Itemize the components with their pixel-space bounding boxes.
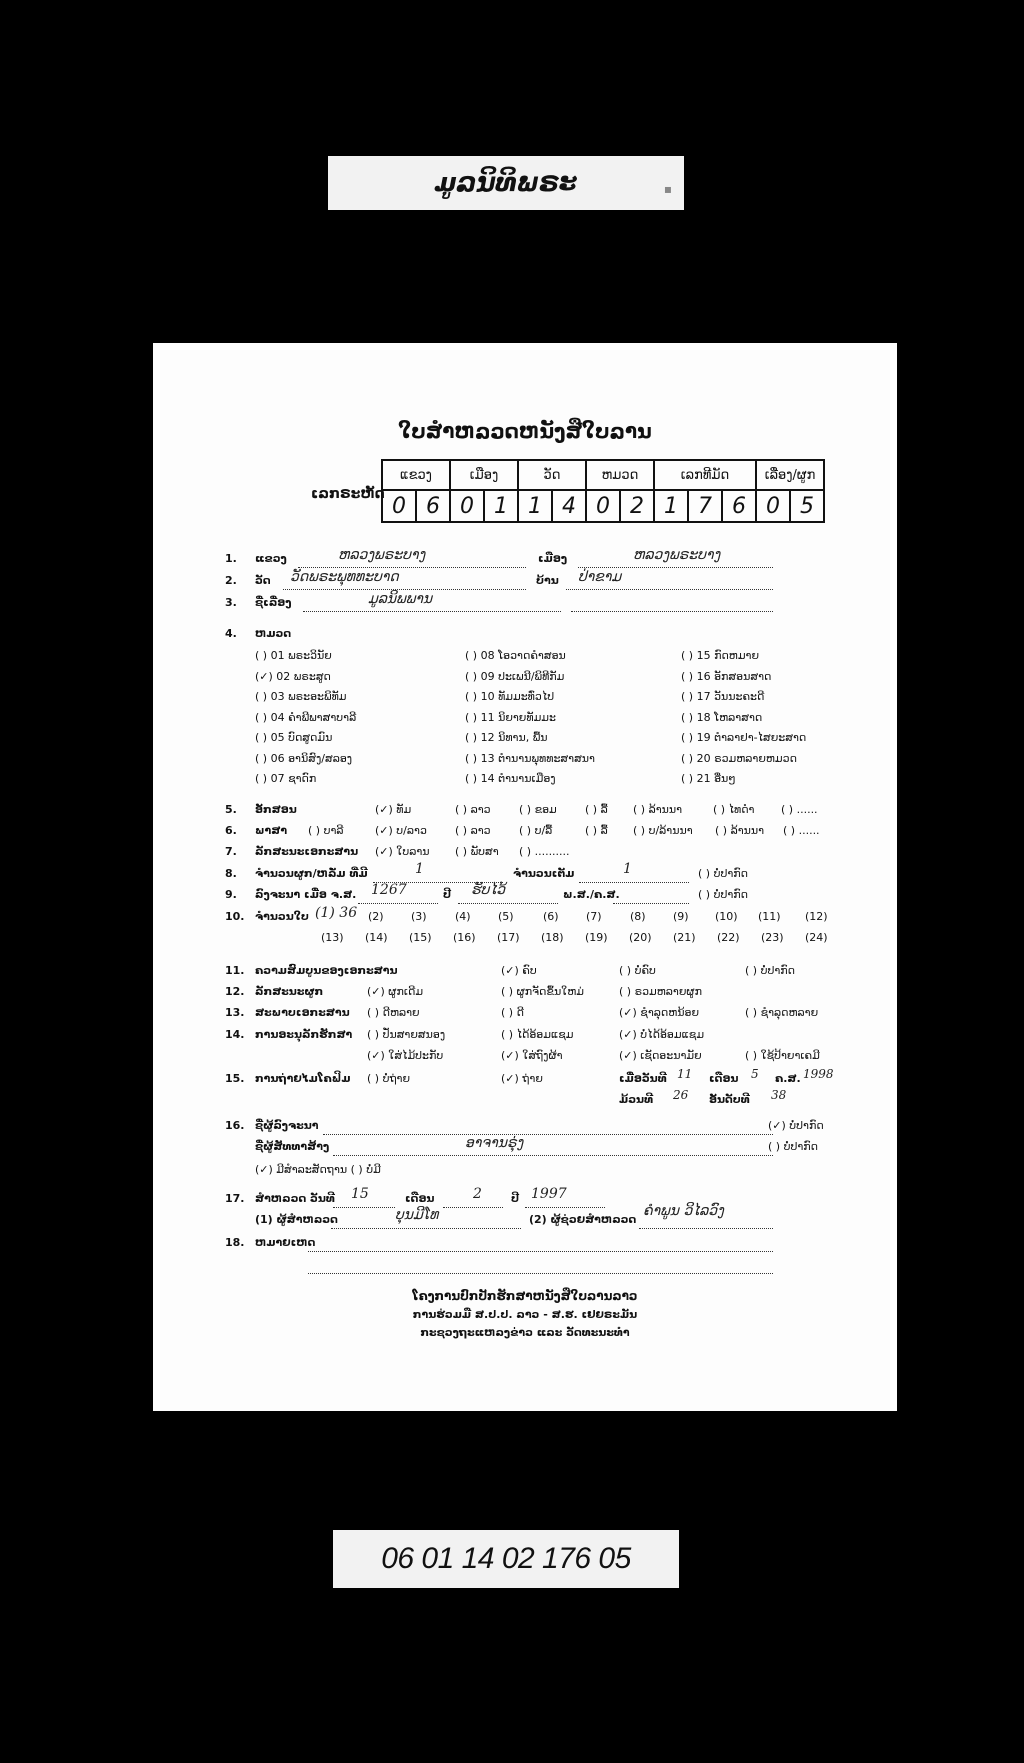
field-number: 17. (225, 1192, 245, 1205)
language-option[interactable]: ( ) ລື້ (585, 824, 608, 837)
field-number: 15. (225, 1072, 245, 1085)
condition-option[interactable]: (✓) ຊຳລຸດຫນ້ອຍ (619, 1006, 700, 1019)
leaf-count-cell: (4) (455, 910, 471, 923)
code-header-cell: ເມືອງ (450, 460, 518, 490)
script-option[interactable]: ( ) ລາວ (455, 803, 491, 816)
category-option[interactable]: ( ) 05 ບົດສູດມົນ (255, 731, 333, 744)
surveyor-label: (1) ຜູ້ສຳຫລວດ (255, 1213, 338, 1226)
code-digit: 6 (722, 490, 756, 522)
language-option[interactable]: ( ) ລ້ານນາ (715, 824, 765, 837)
title-value: ມູລນິພພານ (368, 591, 433, 607)
leaf-count-cell: (9) (673, 910, 689, 923)
village-label: ບ້ານ (536, 574, 559, 587)
preservation-option[interactable]: ( ) ໄດ້ອ້ອມແຊມ (501, 1028, 574, 1041)
category-option[interactable]: ( ) 17 ວັນນະຄະດີ (681, 690, 765, 703)
microfilm-year: 1998 (803, 1067, 834, 1081)
script-option[interactable]: ( ) ຂອມ (519, 803, 557, 816)
dotted-line (303, 611, 561, 612)
microfilm-bottom-label (333, 1530, 679, 1588)
microfilm-top-label (328, 156, 684, 210)
dotted-line (571, 611, 773, 612)
preservation-option[interactable]: ( ) ປັ່ນສາຍສນອງ (367, 1028, 446, 1041)
leaf-count-cell: (13) (321, 931, 344, 944)
fascicle-count-value: 1 (415, 861, 424, 877)
dotted-line (333, 1207, 395, 1208)
title-label: ຊື່ເລື່ອງ (255, 596, 292, 609)
field-number: 18. (225, 1236, 245, 1249)
category-option[interactable]: ( ) 03 ພຣະອະພິທັມ (255, 690, 347, 703)
code-header-cell: ເລກທີມັດ (654, 460, 756, 490)
leaf-count-cell: (21) (673, 931, 696, 944)
survey-month: 2 (473, 1186, 482, 1202)
field-number: 9. (225, 888, 237, 901)
field-number: 1. (225, 552, 237, 565)
code-digit: 7 (688, 490, 722, 522)
fascicle-count-label: ຈຳນວນຜູກ/ຫລັ່ມ ທີ່ມີ (255, 867, 368, 880)
survey-month-label: ເດືອນ (405, 1192, 435, 1205)
code-digit: 1 (518, 490, 552, 522)
dotted-line (579, 882, 689, 883)
fascicle-unknown-option[interactable]: ( ) ບໍ່ປາກົດ (698, 867, 748, 880)
leaf-count-cell: (7) (586, 910, 602, 923)
footer-line: ກະຊວງຖະແຫລງຂ່າວ ແລະ ວັດທະນະທຳ (420, 1326, 630, 1339)
language-option[interactable]: ( ) ລາວ (455, 824, 491, 837)
code-label: ເລກຣະຫັດ (311, 486, 385, 502)
dotted-line (443, 1207, 503, 1208)
dotted-line (639, 1228, 773, 1229)
inscribed-year-name-value: ຮັບໄວ້ (471, 882, 506, 898)
category-option[interactable]: (✓) 02 ພຣະສູດ (255, 670, 331, 683)
category-option[interactable]: ( ) 06 ອານິສົງ/ສລອງ (255, 752, 353, 765)
category-option[interactable]: ( ) 19 ຕຳລາຢາ-ໄສຍະສາດ (681, 731, 807, 744)
dotted-line (333, 1155, 773, 1156)
leaf-count-label: ຈຳນວນໃບ (255, 910, 309, 923)
bottom-label-code: 06 01 14 02 176 05 (381, 1542, 631, 1575)
condition-option[interactable]: ( ) ຊຳລຸດຫລາຍ (745, 1006, 819, 1019)
completeness-label: ຄວາມສົມບູນຂອງເອກະສານ (255, 964, 398, 977)
be-ce-label: ພ.ສ./ຄ.ສ. (563, 888, 620, 901)
temple-label: ວັດ (255, 574, 271, 587)
leaf-count-cell: (12) (805, 910, 828, 923)
leaf-count-cell: (3) (411, 910, 427, 923)
microfilm-option[interactable]: (✓) ຖ່າຍ (501, 1072, 543, 1085)
footer-line: ໂຄງການປົກປັກຮັກສາຫນັງສືໃບລານລາວ (412, 1289, 638, 1303)
code-digit: 2 (620, 490, 654, 522)
material-option[interactable]: (✓) ໃບລານ (375, 845, 430, 858)
date-unknown-option[interactable]: ( ) ບໍ່ປາກົດ (698, 888, 748, 901)
code-digit: 4 (552, 490, 586, 522)
category-option[interactable]: ( ) 18 ໂຫລາສາດ (681, 711, 763, 724)
code-header-row (382, 460, 824, 490)
reel-label: ມ້ວນທີ (619, 1093, 654, 1106)
category-option[interactable]: ( ) 08 ໂອວາດຄຳສອນ (465, 649, 566, 662)
field-number: 16. (225, 1119, 245, 1132)
field-number: 12. (225, 985, 245, 998)
language-option[interactable]: ( ) ບ/ລື້ (519, 824, 553, 837)
completeness-option[interactable]: ( ) ບໍ່ປາກົດ (745, 964, 795, 977)
preservation-label: ການອະນຸລັກຮັກສາ (255, 1028, 353, 1041)
form-title: ໃບສຳຫລວດຫນັງສືໃບລານ (398, 419, 652, 443)
microfilm-date-label: ເມື່ອວັນທີ (619, 1072, 667, 1085)
leaf-count-cell: (8) (630, 910, 646, 923)
scan-mark: ▪︎ (663, 182, 672, 196)
code-digit: 1 (654, 490, 688, 522)
preservation-option[interactable]: (✓) ໃສ່ໄມ້ປະກັບ (367, 1049, 444, 1062)
dotted-line (525, 1207, 605, 1208)
dotted-line (298, 567, 526, 568)
dotted-line (323, 1134, 773, 1135)
code-table (381, 459, 825, 523)
dotted-line (358, 903, 438, 904)
sponsor-unknown-option[interactable]: ( ) ບໍ່ປາກົດ (768, 1140, 818, 1153)
scribe-unknown-option[interactable]: (✓) ບໍ່ປາກົດ (768, 1119, 824, 1132)
dotted-line (566, 589, 773, 590)
material-option[interactable]: ( ) .......... (519, 845, 570, 858)
dotted-line (308, 1273, 773, 1274)
condition-label: ສະພາບເອກະສານ (255, 1006, 350, 1019)
survey-date-label: ສຳຫລວດ ວັນທີ (255, 1192, 335, 1205)
code-digit-row (382, 490, 824, 522)
category-option[interactable]: ( ) 11 ນິຍາຍທັມມະ (465, 711, 556, 724)
field-number: 10. (225, 910, 245, 923)
field-number: 7. (225, 845, 237, 858)
leaf-count-cell: (5) (498, 910, 514, 923)
code-header-cell: ເລື່ອງ/ຜູກ (756, 460, 824, 490)
sequence-label: ອັນດັບທີ (709, 1093, 750, 1106)
microfilm-day: 11 (677, 1067, 693, 1081)
script-option[interactable]: (✓) ທັມ (375, 803, 412, 816)
leaf-count-cell: (6) (543, 910, 559, 923)
microfilm-month: 5 (751, 1067, 759, 1081)
leaf-count-cell: (23) (761, 931, 784, 944)
full-count-value: 1 (623, 861, 632, 877)
code-header-cell: ວັດ (518, 460, 586, 490)
category-option[interactable]: ( ) 15 ກົດຫມາຍ (681, 649, 760, 662)
footer-line: ການຮ່ວມມື ສ.ປ.ປ. ລາວ - ສ.ຮ. ເຢຍຣະມັນ (412, 1308, 638, 1321)
leaf-count-cell: (19) (585, 931, 608, 944)
field-number: 11. (225, 964, 245, 977)
field-number: 8. (225, 867, 237, 880)
sponsor-label: ຊື່ຜູ້ສັທທາສ້າງ (255, 1140, 330, 1153)
dotted-line (308, 1251, 773, 1252)
category-option[interactable]: ( ) 09 ປະເພນີ/ພິທີກັມ (465, 670, 565, 683)
temple-value: ວັດພຣະພຸທທະບາດ (290, 569, 399, 585)
district-label: ເມືອງ (538, 552, 568, 565)
field-number: 4. (225, 627, 237, 640)
category-option[interactable]: ( ) 10 ທັມມະທົ່ວໄປ (465, 690, 555, 703)
reel-value: 26 (673, 1088, 689, 1102)
full-count-label: ຈຳນວນເຕັມ (513, 867, 575, 880)
preservation-option[interactable]: (✓) ບໍ່ໄດ້ອ້ອມແຊມ (619, 1028, 705, 1041)
district-value: ຫລວງພຣະບາງ (633, 547, 721, 563)
scribe-label: ຊື່ຜູ້ລົງຈະນາ (255, 1119, 319, 1132)
category-option[interactable]: ( ) 14 ຕຳນານເມືອງ (465, 772, 556, 785)
category-option[interactable]: ( ) 21 ອື່ນໆ (681, 772, 736, 785)
leaf-count-first: (1) 36 (315, 905, 358, 921)
preservation-option[interactable]: (✓) ເຊັດອະນາມັຍ (619, 1049, 702, 1062)
surveyor-value: ບຸນມີໂທ (395, 1207, 439, 1223)
leaf-count-cell: (18) (541, 931, 564, 944)
category-option[interactable]: ( ) 04 ຄຳພີພາສາບາລີ (255, 711, 357, 724)
dotted-line (283, 589, 526, 590)
province-value: ຫລວງພຣະບາງ (338, 547, 426, 563)
script-option[interactable]: ( ) ລື້ (585, 803, 608, 816)
script-option[interactable]: ( ) ...... (781, 803, 818, 816)
category-option[interactable]: ( ) 07 ຊາດົກ (255, 772, 317, 785)
language-option[interactable]: ( ) ບາລີ (308, 824, 344, 837)
leaf-count-cell: (17) (497, 931, 520, 944)
inscribed-year-value: 1267 (371, 882, 407, 898)
dotted-line (331, 1228, 521, 1229)
sequence-value: 38 (771, 1088, 787, 1102)
code-digit: 0 (756, 490, 790, 522)
leaf-count-cell: (10) (715, 910, 738, 923)
code-digit: 0 (382, 490, 416, 522)
code-digit: 5 (790, 490, 824, 522)
survey-year: 1997 (531, 1186, 567, 1202)
material-label: ລັກສະນະເອກະສານ (255, 845, 359, 858)
preservation-option[interactable]: (✓) ໃສ່ຖົງຜ້າ (501, 1049, 563, 1062)
code-digit: 6 (416, 490, 450, 522)
microfilm-option[interactable]: ( ) ບໍ່ຖ່າຍ (367, 1072, 411, 1085)
category-label: ຫມວດ (255, 627, 292, 640)
remarks-label: ຫມາຍເຫດ (255, 1236, 316, 1249)
completeness-option[interactable]: (✓) ຄົບ (501, 964, 537, 977)
field-number: 6. (225, 824, 237, 837)
inscribed-date-label: ລົງຈະນາ ເມື່ອ ຈ.ສ. (255, 888, 357, 901)
category-option[interactable]: ( ) 12 ນິທານ, ພື້ນ (465, 731, 548, 744)
village-value: ປ່າຂາມ (578, 569, 622, 585)
category-option[interactable]: ( ) 20 ຣວມຫລາຍຫມວດ (681, 752, 797, 765)
assistant-label: (2) ຜູ້ຊ່ວຍສຳຫລວດ (529, 1213, 637, 1226)
language-label: ພາສາ (255, 824, 288, 837)
code-digit: 1 (484, 490, 518, 522)
condition-option[interactable]: ( ) ດີຫລາຍ (367, 1006, 420, 1019)
leaf-count-cell: (24) (805, 931, 828, 944)
category-option[interactable]: ( ) 16 ອັກສອນສາດ (681, 670, 772, 683)
survey-form-sheet (153, 343, 897, 1411)
leaf-count-cell: (11) (758, 910, 781, 923)
code-header-cell: ຫມວດ (586, 460, 654, 490)
category-option[interactable]: ( ) 13 ຕຳນານພຸທທະສາສນາ (465, 752, 595, 765)
code-digit: 0 (586, 490, 620, 522)
script-option[interactable]: ( ) ໄທດຳ (713, 803, 755, 816)
completeness-option[interactable]: ( ) ບໍ່ຄົບ (619, 964, 656, 977)
field-number: 14. (225, 1028, 245, 1041)
script-option[interactable]: ( ) ລ້ານນາ (633, 803, 683, 816)
survey-year-label: ປີ (511, 1192, 519, 1205)
category-option[interactable]: ( ) 01 ພຣະວິນັຍ (255, 649, 332, 662)
fascicle-type-option[interactable]: (✓) ຜູກເດີມ (367, 985, 424, 998)
microfilm-year-label: ຄ.ສ. (775, 1072, 801, 1085)
sponsor-value: ອາຈານຣຸ່ງ (465, 1135, 524, 1151)
dotted-line (458, 903, 558, 904)
leaf-count-cell: (15) (409, 931, 432, 944)
field-number: 2. (225, 574, 237, 587)
fascicle-type-option[interactable]: ( ) ຣວມຫລາຍຜູກ (619, 985, 702, 998)
fascicle-type-label: ລັກສະນະຜູກ (255, 985, 324, 998)
field-number: 3. (225, 596, 237, 609)
microfilm-month-label: ເດືອນ (709, 1072, 739, 1085)
dotted-line (578, 567, 773, 568)
code-digit: 0 (450, 490, 484, 522)
language-option[interactable]: ( ) ...... (783, 824, 820, 837)
top-label-text: ມູລນິທິພຣະ (434, 168, 578, 198)
condition-option[interactable]: ( ) ດີ (501, 1006, 524, 1019)
language-option[interactable]: (✓) ບ/ລາວ (375, 824, 427, 837)
field-number: 13. (225, 1006, 245, 1019)
leaf-count-cell: (20) (629, 931, 652, 944)
inscribed-year-name-label: ປີ (443, 888, 451, 901)
dotted-line (613, 903, 689, 904)
leaf-count-cell: (22) (717, 931, 740, 944)
script-label: ອັກສອນ (255, 803, 297, 816)
microfilm-label: ການຖ່າຍໄມໂຄຟິມ (255, 1072, 351, 1085)
province-label: ແຂວງ (255, 552, 287, 565)
leaf-count-cell: (16) (453, 931, 476, 944)
language-option[interactable]: ( ) ບ/ລ້ານນາ (633, 824, 693, 837)
code-header-cell: ແຂວງ (382, 460, 450, 490)
leaf-count-cell: (14) (365, 931, 388, 944)
leaf-count-cell: (2) (368, 910, 384, 923)
survey-day: 15 (351, 1186, 369, 1202)
assistant-value: ຄຳພູນ ວິໄລວົງ (643, 1203, 724, 1219)
field-number: 5. (225, 803, 237, 816)
preservation-option[interactable]: ( ) ໃຊ້ປ້າຍາເຄມີ (745, 1049, 820, 1062)
fascicle-type-option[interactable]: ( ) ຜູກຈັດຂຶ້ນໃຫມ່ (501, 985, 584, 998)
colophon-option[interactable]: (✓) ມີສຳລະສັດຖານ ( ) ບໍ່ມີ (255, 1163, 381, 1176)
material-option[interactable]: ( ) ພັບສາ (455, 845, 499, 858)
